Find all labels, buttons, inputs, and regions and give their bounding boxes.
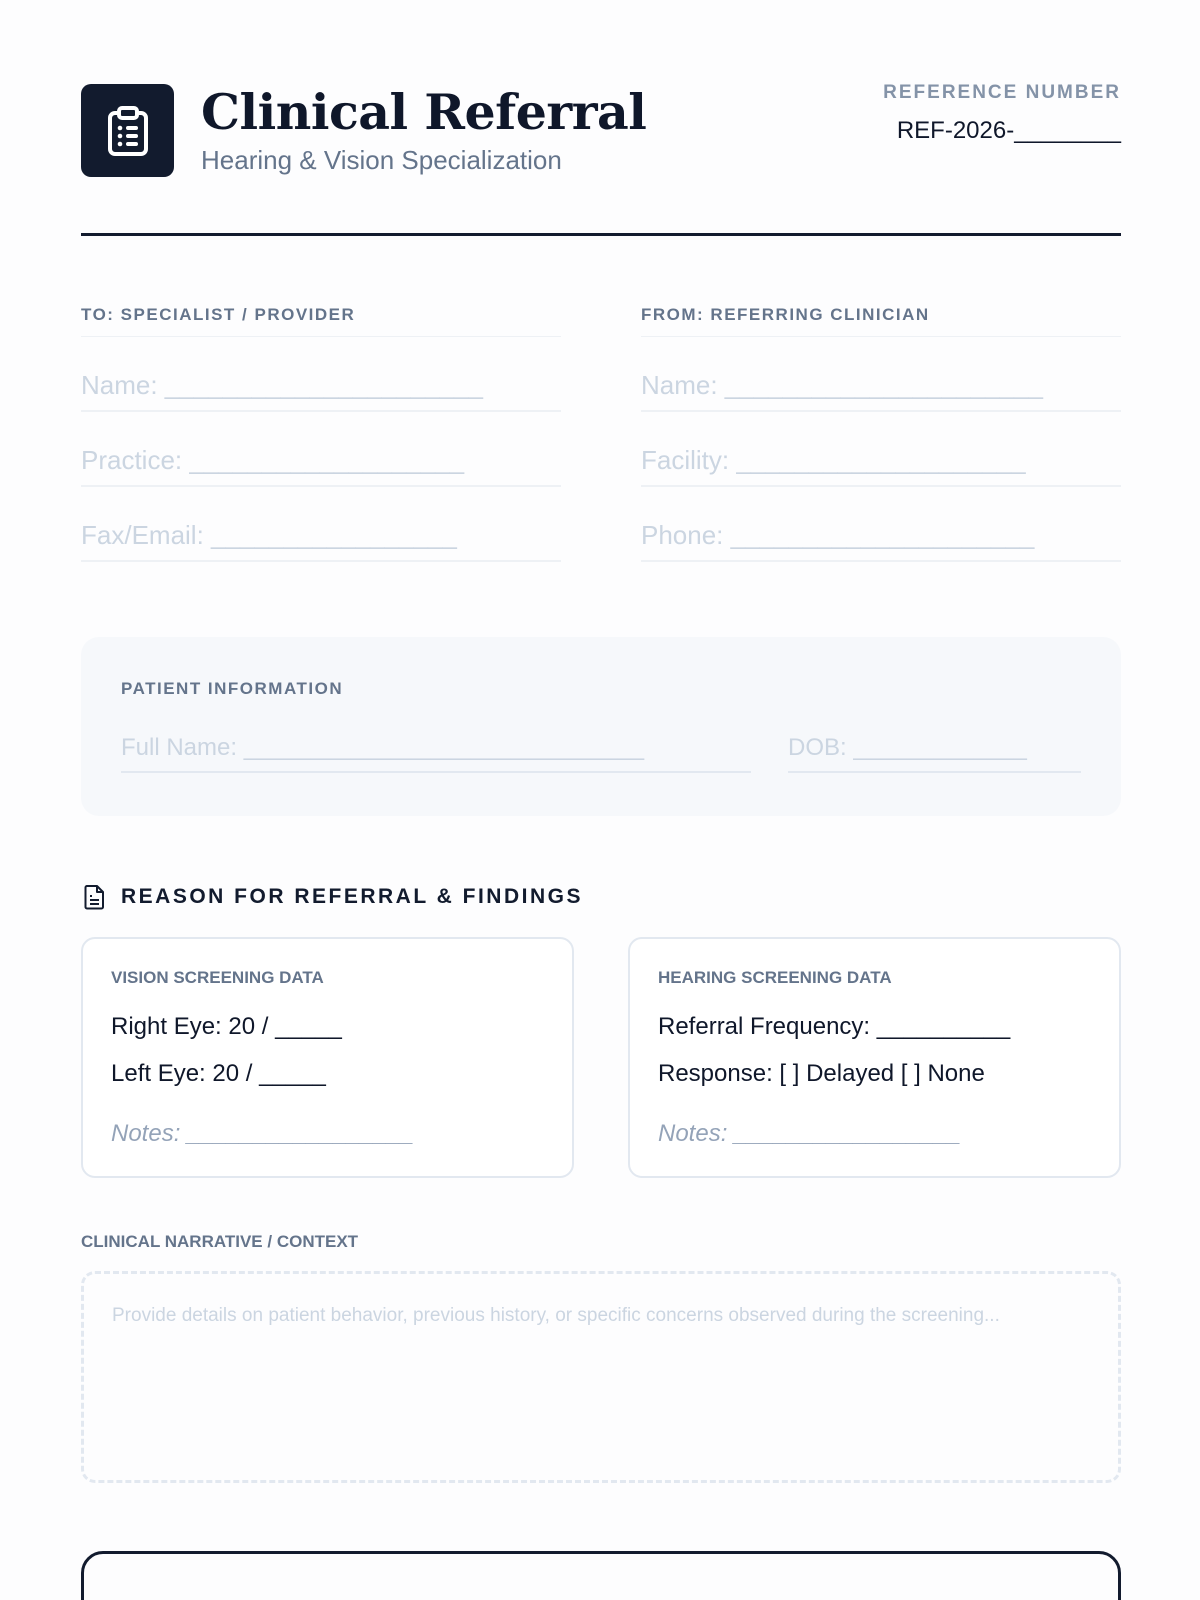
reason-section-heading (81, 882, 583, 912)
patient-dob-field[interactable] (788, 727, 1081, 773)
hearing-card-title: HEARING SCREENING DATA (658, 968, 892, 987)
from-name-placeholder: Name: ______________________ (641, 370, 1043, 400)
from-facility-placeholder: Facility: ____________________ (641, 445, 1026, 475)
reason-section-title: REASON FOR REFERRAL & FINDINGS (121, 885, 583, 908)
page-subtitle: Hearing & Vision Specialization (201, 145, 562, 175)
vision-notes-field[interactable]: Notes: _________________ (111, 1120, 414, 1147)
narrative-textarea[interactable] (81, 1271, 1121, 1483)
from-section-label: FROM: REFERRING CLINICIAN (641, 303, 1121, 337)
to-practice-field[interactable] (81, 412, 561, 487)
signature-panel (81, 1551, 1121, 1600)
narrative-placeholder: Provide details on patient behavior, previous history, or specific concerns observed during the screening... (112, 1305, 1000, 1326)
response-checkboxes[interactable]: Response: [ ] Delayed [ ] None (658, 1060, 985, 1087)
logo (81, 84, 174, 177)
patient-dob-placeholder: DOB: _____________ (788, 734, 1027, 761)
to-name-placeholder: Name: ______________________ (81, 370, 483, 400)
from-phone-field[interactable] (641, 487, 1121, 562)
vision-card-title: VISION SCREENING DATA (111, 968, 324, 987)
to-fax-email-field[interactable] (81, 487, 561, 562)
referral-frequency-field[interactable]: Referral Frequency: __________ (658, 1013, 1011, 1040)
header-divider (81, 233, 1121, 236)
patient-information-panel (81, 637, 1121, 816)
left-eye-field[interactable]: Left Eye: 20 / _____ (111, 1060, 326, 1087)
page-title: Clinical Referral (201, 83, 647, 141)
document-header (81, 84, 1121, 184)
to-fax-email-placeholder: Fax/Email: _________________ (81, 520, 457, 550)
vision-screening-card (81, 937, 574, 1178)
from-clinician-section (641, 303, 1121, 562)
patient-full-name-field[interactable] (121, 727, 751, 773)
from-facility-field[interactable] (641, 412, 1121, 487)
narrative-label: CLINICAL NARRATIVE / CONTEXT (81, 1232, 359, 1251)
hearing-notes-field[interactable]: Notes: _________________ (658, 1120, 961, 1147)
clipboard-icon (106, 106, 150, 156)
reference-number-field[interactable]: REF-2026-________ (896, 117, 1121, 144)
to-practice-placeholder: Practice: ___________________ (81, 445, 465, 475)
from-phone-placeholder: Phone: _____________________ (641, 520, 1035, 550)
document-icon (81, 884, 107, 910)
right-eye-field[interactable]: Right Eye: 20 / _____ (111, 1013, 342, 1040)
patient-full-name-placeholder: Full Name: ______________________________ (121, 734, 645, 761)
to-specialist-section (81, 303, 561, 562)
patient-section-label: PATIENT INFORMATION (121, 679, 344, 698)
from-name-field[interactable] (641, 337, 1121, 412)
to-name-field[interactable] (81, 337, 561, 412)
hearing-screening-card (628, 937, 1121, 1178)
reference-number-label: REFERENCE NUMBER (883, 82, 1121, 103)
to-section-label: TO: SPECIALIST / PROVIDER (81, 303, 561, 337)
